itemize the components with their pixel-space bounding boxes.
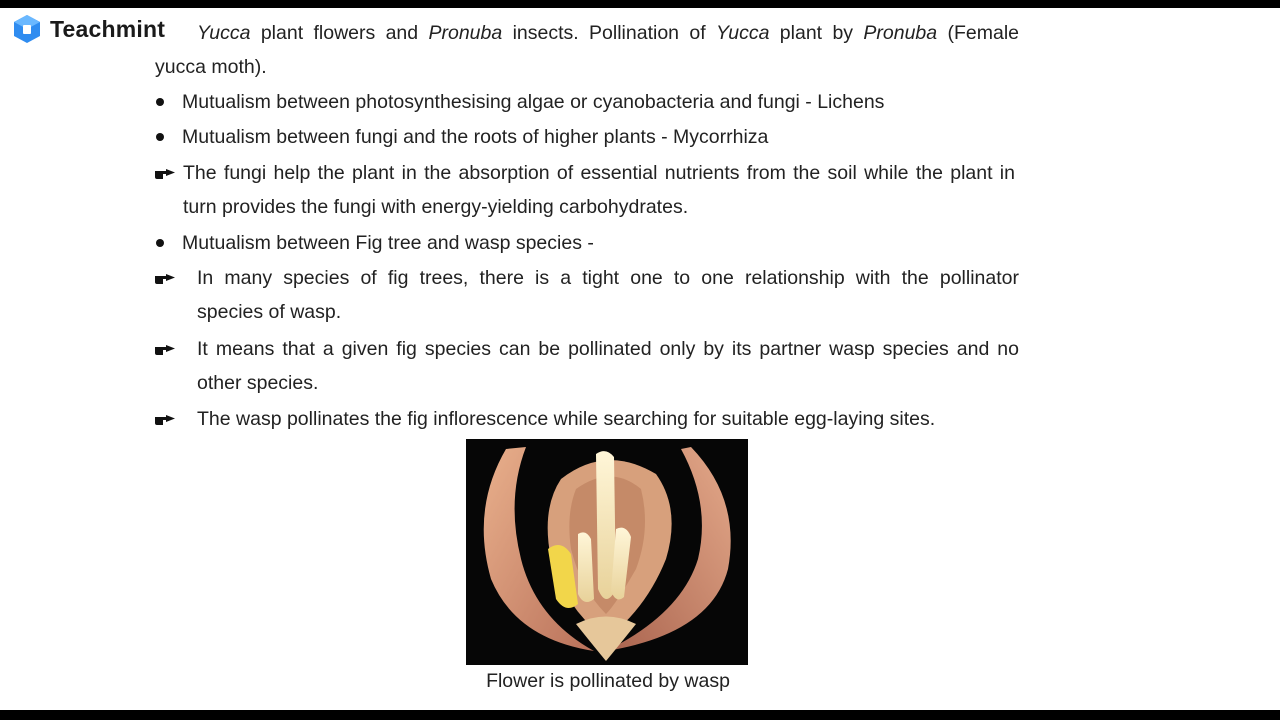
intro-line-2: yucca moth). [155,56,267,78]
italic-yucca: Yucca [197,22,251,44]
flower-photo [466,439,748,665]
brand-name: Teachmint [50,15,166,42]
bullet-dot-icon [156,239,164,247]
list-item-line-1: The fungi help the plant in the absorption of essential nutrients from the soil while the plant in [183,162,1015,184]
bullet-dot-icon [156,98,164,106]
list-item-line-1: In many species of fig trees, there is a tight one to one relationship with the pollinator [197,267,1019,289]
italic-pronuba-2: Pronuba [863,22,938,44]
italic-yucca-2: Yucca [715,22,770,44]
intro-line-1 [197,16,1019,50]
pointing-hand-icon [154,273,176,285]
intro-text-3: plant by [769,22,864,44]
list-item-line-2: species of wasp. [197,301,342,323]
pointing-hand-icon [154,344,176,356]
figure-caption: Flower is pollinated by wasp [486,670,730,692]
teachmint-logo-icon [12,14,42,44]
intro-text-1: plant flowers and [250,22,429,44]
italic-pronuba: Pronuba [428,22,503,44]
list-item-line-1: It means that a given fig species can be pollinated only by its partner wasp species and no [197,338,1019,360]
bottom-black-bar [0,710,1280,720]
teachmint-logo [12,14,165,44]
intro-text-2: insects. Pollination of [502,22,716,44]
list-item-line-2: other species. [197,372,319,394]
list-item: Mutualism between Fig tree and wasp species - [182,232,594,254]
list-item: The wasp pollinates the fig inflorescence while searching for suitable egg-laying sites. [197,408,936,430]
list-item: Mutualism between fungi and the roots of higher plants - Mycorrhiza [182,126,769,148]
list-item: Mutualism between photosynthesising algae or cyanobacteria and fungi - Lichens [182,91,885,113]
fig-flower-illustration [466,439,748,665]
bullet-dot-icon [156,133,164,141]
list-item-line-2: turn provides the fungi with energy-yielding carbohydrates. [183,196,689,218]
top-black-bar [0,0,1280,8]
intro-text-4: (Female [937,22,1019,44]
pointing-hand-icon [154,414,176,426]
pointing-hand-icon [154,168,176,180]
